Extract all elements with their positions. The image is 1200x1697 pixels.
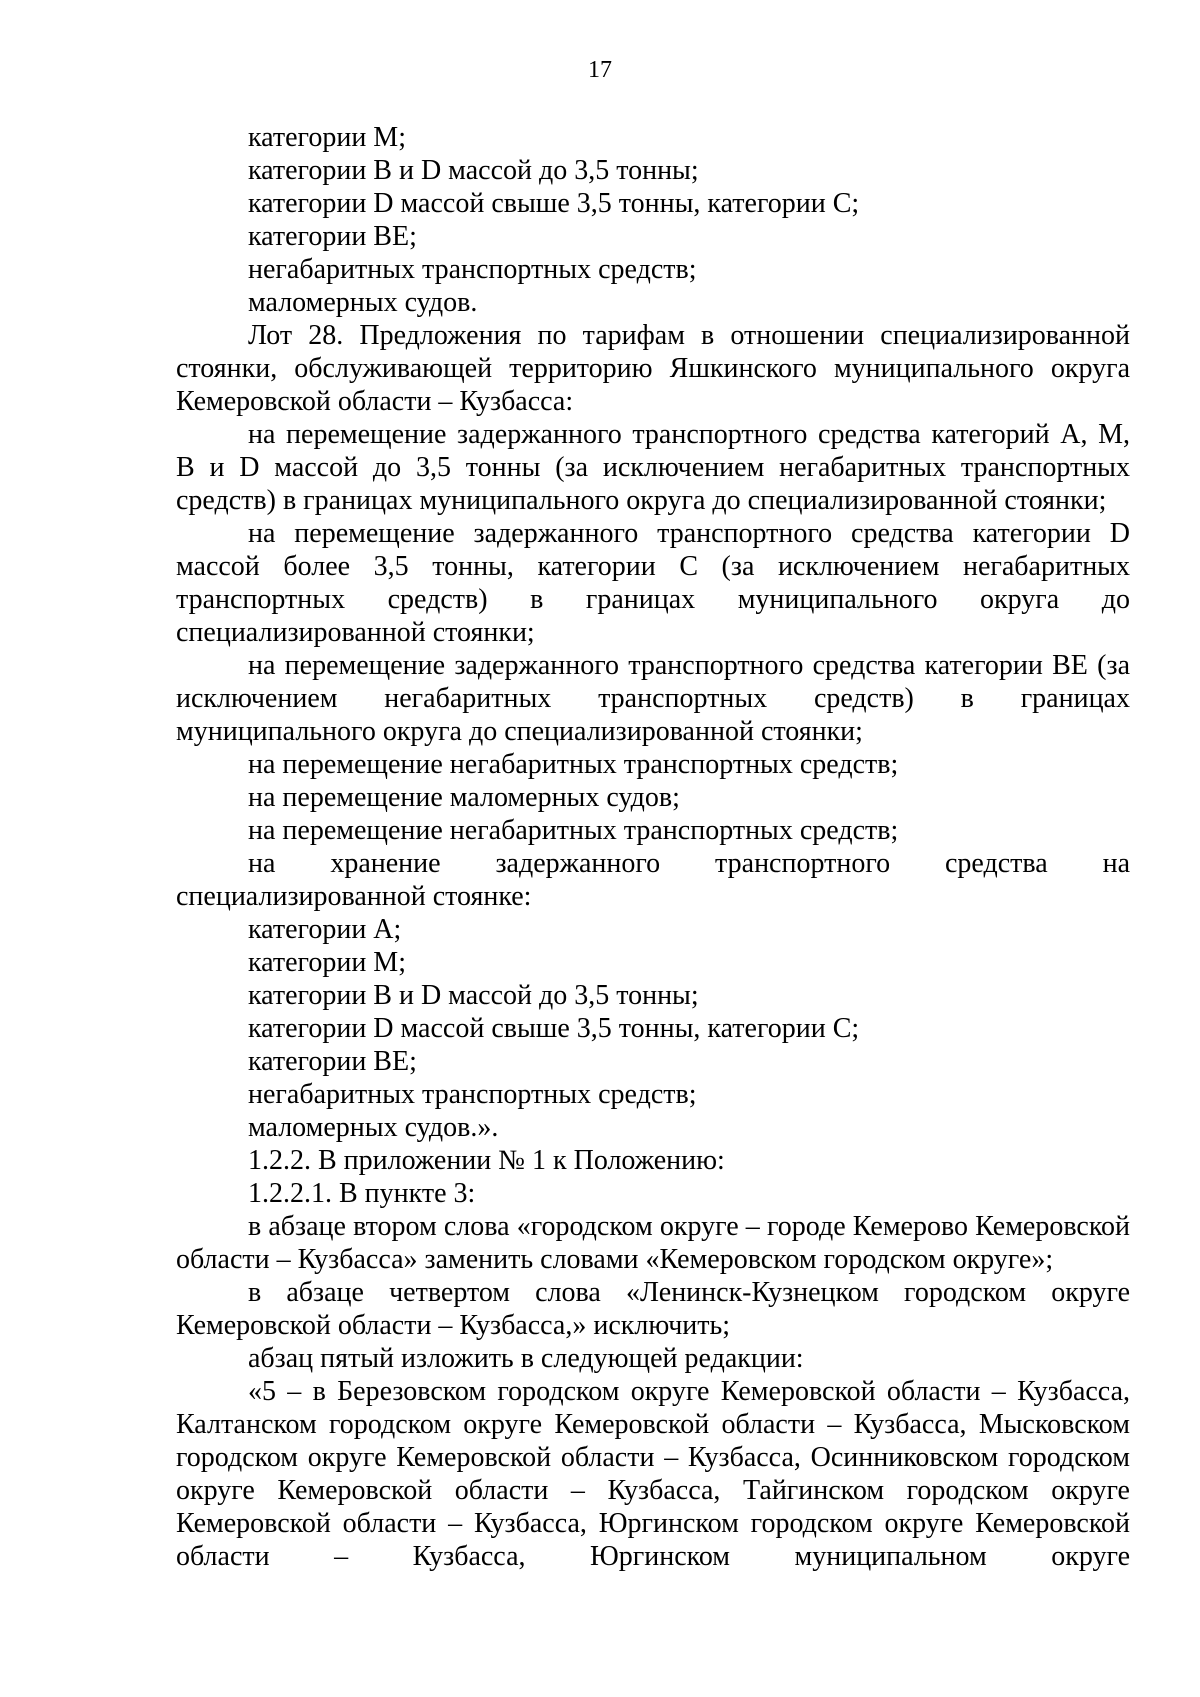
paragraph: негабаритных транспортных средств; [248, 1079, 697, 1110]
paragraph: 1.2.2.1. В пункте 3: [248, 1178, 476, 1209]
paragraph: абзац пятый изложить в следующей редакции: [248, 1343, 804, 1374]
paragraph: категории M; [248, 122, 406, 153]
paragraph: маломерных судов. [248, 287, 478, 318]
paragraph: негабаритных транспортных средств; [248, 254, 697, 285]
paragraph: на перемещение негабаритных транспортных средств; [248, 815, 899, 846]
paragraph: категории D массой свыше 3,5 тонны, категории C; [248, 1013, 860, 1044]
paragraph: 1.2.2. В приложении № 1 к Положению: [248, 1145, 725, 1176]
paragraph: категории BE; [248, 221, 417, 252]
paragraph: в абзаце четвертом слова «Ленинск-Кузнецком городском округе Кемеровской области – Кузбасса,» исключить; [176, 1277, 1130, 1341]
paragraph: категории M; [248, 947, 406, 978]
lot-heading-paragraph: Лот 28. Предложения по тарифам в отношении специализированной стоянки, обслуживающей территорию Яшкинского муниципального округа Кемеровской области – Кузбасса: [176, 320, 1130, 417]
paragraph: на хранение задержанного транспортного средства на специализированной стоянке: [176, 848, 1130, 912]
document-body [176, 121, 1130, 1573]
paragraph: на перемещение маломерных судов; [248, 782, 680, 813]
paragraph: на перемещение негабаритных транспортных средств; [248, 749, 899, 780]
paragraph: категории A; [248, 914, 402, 945]
paragraph: категории B и D массой до 3,5 тонны; [248, 980, 699, 1011]
paragraph: на перемещение задержанного транспортного средства категории D массой более 3,5 тонны, категории C (за исключением негабаритных транспортных средств) в границах муниципального округа до специализированной стоянки; [176, 518, 1130, 648]
paragraph: категории B и D массой до 3,5 тонны; [248, 155, 699, 186]
paragraph: категории BE; [248, 1046, 417, 1077]
paragraph: в абзаце втором слова «городском округе – городе Кемерово Кемеровской области – Кузбасса» заменить словами «Кемеровском городском округе»; [176, 1211, 1130, 1275]
paragraph: категории D массой свыше 3,5 тонны, категории C; [248, 188, 860, 219]
paragraph: «5 – в Березовском городском округе Кемеровской области – Кузбасса, Калтанском городском округе Кемеровской области – Кузбасса, Мысковском городском округе Кемеровской области – Кузбасса, Осинниковском городском округе Кемеровской области – Кузбасса, Тайгинском городском округе Кемеровской области – Кузбасса, Юргинском городском округе Кемеровской области – Кузбасса, Юргинском муниципальном округе [176, 1376, 1130, 1572]
paragraph: на перемещение задержанного транспортного средства категории BE (за исключением негабаритных транспортных средств) в границах муниципального округа до специализированной стоянки; [176, 650, 1130, 747]
paragraph: маломерных судов.». [248, 1112, 499, 1143]
page-number: 17 [588, 57, 612, 83]
paragraph: на перемещение задержанного транспортного средства категорий A, M, B и D массой до 3,5 тонны (за исключением негабаритных транспортных средств) в границах муниципального округа до специализированной стоянки; [176, 419, 1130, 516]
